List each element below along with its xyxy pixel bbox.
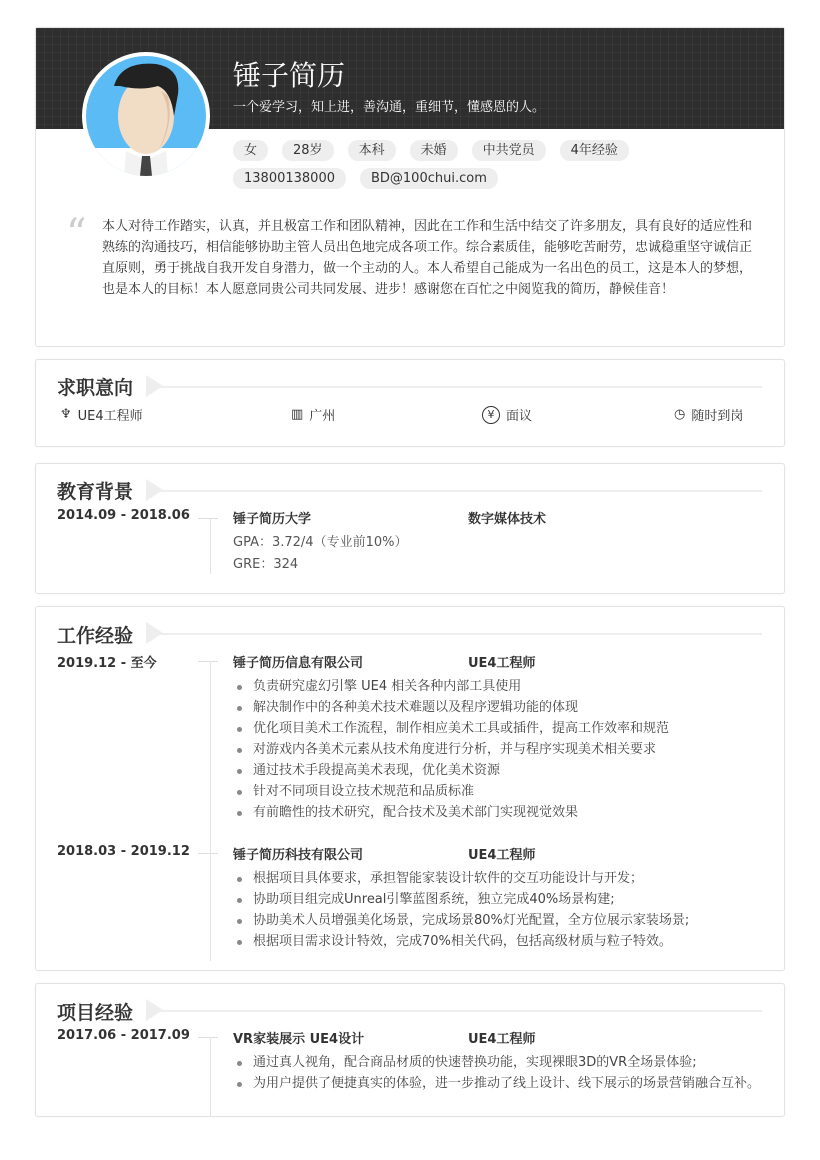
intent-city (291, 405, 335, 424)
list-item: 根据项目具体要求，承担智能家装设计软件的交互功能设计与开发； (237, 868, 767, 889)
gre: GRE：324 (233, 557, 299, 572)
timeline-tick (198, 853, 218, 854)
work-date: 2018.03 - 2019.12 (57, 844, 190, 859)
list-item: 为用户提供了便捷真实的体验，进一步推动了线上设计、线下展示的场景营销融合互补。 (237, 1073, 767, 1094)
clock-icon: ◷ (674, 407, 686, 422)
list-item: 通过技术手段提高美术表现，优化美术资源 (237, 760, 767, 781)
tag-experience: 4年经验 (560, 140, 629, 161)
tag-age: 28岁 (282, 140, 334, 161)
city-text: 广州 (309, 409, 336, 424)
list-item: 根据项目需求设计特效，完成70%相关代码，包括高级材质与粒子特效。 (237, 931, 767, 952)
tag-degree: 本科 (348, 140, 396, 161)
company: 锤子简历信息有限公司 (233, 656, 364, 671)
intent-availability (674, 405, 743, 424)
quote-icon: “ (66, 211, 87, 257)
major: 数字媒体技术 (468, 512, 547, 527)
divider-arrow (146, 375, 163, 397)
timeline-line (210, 518, 211, 574)
list-item: 解决制作中的各种美术技术难题以及程序逻辑功能的体现 (237, 697, 767, 718)
divider-arrow (146, 999, 163, 1021)
divider (146, 490, 762, 492)
building-icon: ▥ (291, 407, 304, 422)
role: UE4工程师 (468, 656, 536, 671)
list-item: 协助美术人员增强美化场景，完成场景80%灯光配置，全方位展示家装场景; (237, 910, 767, 931)
gpa: GPA：3.72/4（专业前10%） (233, 535, 408, 550)
company: 锤子简历科技有限公司 (233, 848, 364, 863)
section-title: 工作经验 (57, 625, 134, 647)
project-name: VR家装展示 UE4设计 (233, 1032, 365, 1047)
work-date: 2019.12 - 至今 (57, 656, 157, 671)
salary-text: 面议 (506, 409, 533, 424)
position-text: UE4工程师 (77, 409, 143, 424)
edu-date: 2014.09 - 2018.06 (57, 508, 190, 523)
project-list (237, 1052, 767, 1094)
intent-position (60, 405, 143, 424)
availability-text: 随时到岗 (691, 409, 744, 424)
list-item: 负责研究虚幻引擎 UE4 相关各种内部工具使用 (237, 676, 767, 697)
intent-section (35, 359, 785, 447)
contact-list (233, 168, 773, 189)
role: UE4工程师 (468, 1032, 536, 1047)
list-item: 对游戏内各美术元素从技术角度进行分析，并与程序实现美术相关要求 (237, 739, 767, 760)
list-item: 针对不同项目设立技术规范和品质标准 (237, 781, 767, 802)
tag-list (233, 140, 773, 161)
email: BD@100chui.com (360, 168, 498, 189)
divider-arrow (146, 479, 163, 501)
project-date: 2017.06 - 2017.09 (57, 1028, 190, 1043)
tag-gender: 女 (233, 140, 268, 161)
list-item: 协助项目组完成Unreal引擎蓝图系统，独立完成40%场景构建; (237, 889, 767, 910)
list-item: 通过真人视角，配合商品材质的快速替换功能，实现裸眼3D的VR全场景体验; (237, 1052, 767, 1073)
motto: 一个爱学习，知上进，善沟通，重细节，懂感恩的人。 (233, 100, 546, 115)
self-intro: 本人对待工作踏实，认真，并且极富工作和团队精神，因此在工作和生活中结交了许多朋友，具有良好的适应性和熟练的沟通技巧，相信能够协助主管人员出色地完成各项工作。综合素质佳，能够吃苦耐劳，忠诚稳重坚守诚信正直原则，勇于挑战自我开发自身潜力，做一个主动的人。本人希望自己能成为一名出色的员工，这是本人的梦想，也是本人的目标！本人愿意同贵公司共同发展、进步！感谢您在百忙之中阅览我的简历，静候佳音！ (102, 219, 753, 297)
section-title: 项目经验 (57, 1002, 134, 1024)
duty-list (237, 676, 767, 823)
phone: 13800138000 (233, 168, 346, 189)
timeline-line (210, 661, 211, 961)
timeline-tick (198, 661, 218, 662)
divider (146, 633, 762, 635)
intent-salary (482, 405, 532, 424)
divider-arrow (146, 622, 163, 644)
section-title: 教育背景 (57, 481, 134, 503)
resume-name: 锤子简历 (233, 59, 346, 92)
school: 锤子简历大学 (233, 512, 312, 527)
list-item: 优化项目美术工作流程，制作相应美术工具或插件，提高工作效率和规范 (237, 718, 767, 739)
role: UE4工程师 (468, 848, 536, 863)
section-title: 求职意向 (57, 377, 134, 399)
list-item: 有前瞻性的技术研究，配合技术及美术部门实现视觉效果 (237, 802, 767, 823)
project-section (35, 983, 785, 1117)
divider (146, 386, 762, 388)
tag-politics: 中共党员 (472, 140, 546, 161)
timeline-tick (198, 518, 218, 519)
timeline-line (210, 1037, 211, 1117)
tie-icon: ♆ (60, 407, 72, 422)
tag-marital: 未婚 (410, 140, 458, 161)
timeline-tick (198, 1037, 218, 1038)
divider (146, 1010, 762, 1012)
profile-card (35, 27, 785, 347)
work-section (35, 606, 785, 971)
education-section (35, 463, 785, 594)
yen-icon: ¥ (482, 406, 500, 424)
duty-list (237, 868, 767, 952)
avatar (82, 52, 210, 180)
